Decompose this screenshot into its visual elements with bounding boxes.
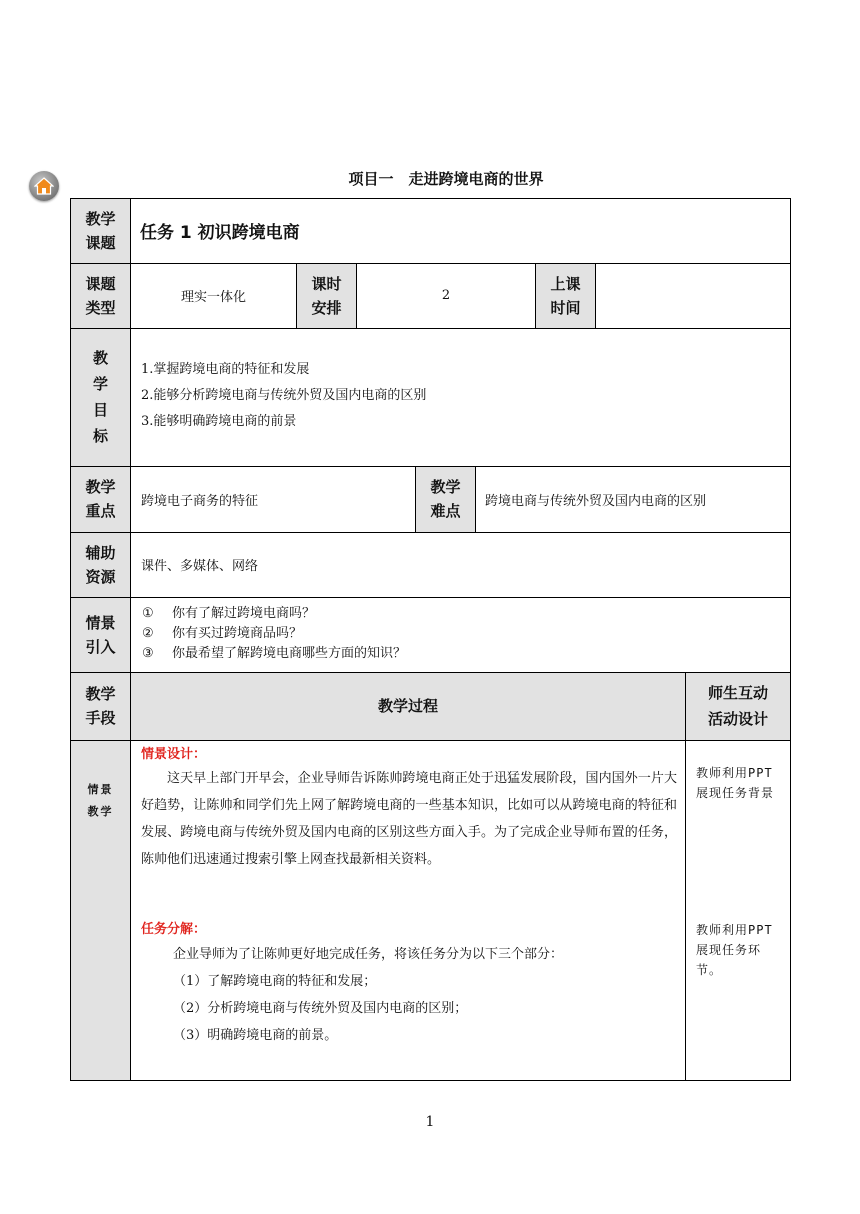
type-value: 理实一体化	[180, 290, 246, 305]
list-item: ③ 你最希望了解跨境电商哪些方面的知识？	[142, 646, 407, 661]
time-label: 上课 时间	[550, 274, 581, 317]
document-title: 项目一 走进跨境电商的世界	[348, 170, 544, 188]
list-item: （2）分析跨境电商与传统外贸及国内电商的区别；	[173, 1001, 468, 1016]
topic-value: 任务 1 初识跨境电商	[140, 223, 300, 243]
interaction-note-1: 教师利用PPT展现任务背景	[696, 766, 775, 800]
intro-questions	[142, 604, 406, 664]
interaction-note-2: 教师利用PPT展现任务环节。	[696, 923, 773, 977]
list-item: 2.能够分析跨境电商与传统外贸及国内电商的区别	[141, 388, 427, 403]
hours-value: 2	[441, 288, 451, 303]
goals-label: 教 学 目 标	[92, 349, 108, 445]
difficulty-value: 跨境电商与传统外贸及国内电商的区别	[485, 493, 707, 509]
type-label: 课题 类型	[85, 274, 116, 317]
resources-label: 辅助 资源	[85, 543, 116, 586]
list-item: （1）了解跨境电商的特征和发展；	[173, 974, 377, 989]
scene-heading: 情景设计：	[141, 747, 207, 762]
interaction-label: 师生互动 活动设计	[707, 684, 768, 728]
focus-label: 教学 重点	[85, 478, 116, 520]
list-item: 1.掌握跨境电商的特征和发展	[141, 362, 310, 377]
focus-value: 跨境电子商务的特征	[141, 493, 259, 509]
task-items	[173, 968, 467, 1049]
means-label: 教学 手段	[85, 685, 116, 727]
list-item: 3.能够明确跨境电商的前景	[141, 414, 297, 429]
difficulty-label: 教学 难点	[430, 478, 461, 520]
page-number: 1	[425, 1114, 435, 1130]
intro-label: 情景 引入	[85, 613, 116, 656]
goals-list	[141, 357, 426, 435]
list-item: ① 你有了解过跨境电商吗？	[142, 606, 316, 621]
topic-label: 教学 课题	[85, 209, 116, 252]
scene-paragraph: 这天早上部门开早会，企业导师告诉陈帅跨境电商正处于迅猛发展阶段，国内国外一片大好趋势，让陈帅和同学们先上网了解跨境电商的一些基本知识，比如可以从跨境电商的特征和发展、跨境电商与传统外贸及国内电商的区别这些方面入手。为了完成企业导师布置的任务，陈帅他们迅速通过搜索引擎上网查找最新相关资料。	[141, 771, 677, 867]
task-intro: 企业导师为了让陈帅更好地完成任务，将该任务分为以下三个部分：	[173, 947, 564, 962]
process-side-label: 情景 教学	[87, 783, 114, 818]
time-value	[596, 263, 790, 328]
task-heading: 任务分解：	[141, 922, 207, 937]
list-item: ② 你有买过跨境商品吗？	[142, 626, 303, 641]
hours-label: 课时 安排	[311, 274, 342, 317]
list-item: （3）明确跨境电商的前景。	[173, 1028, 338, 1043]
resources-value: 课件、多媒体、网络	[141, 559, 259, 574]
process-label: 教学过程	[377, 697, 438, 715]
